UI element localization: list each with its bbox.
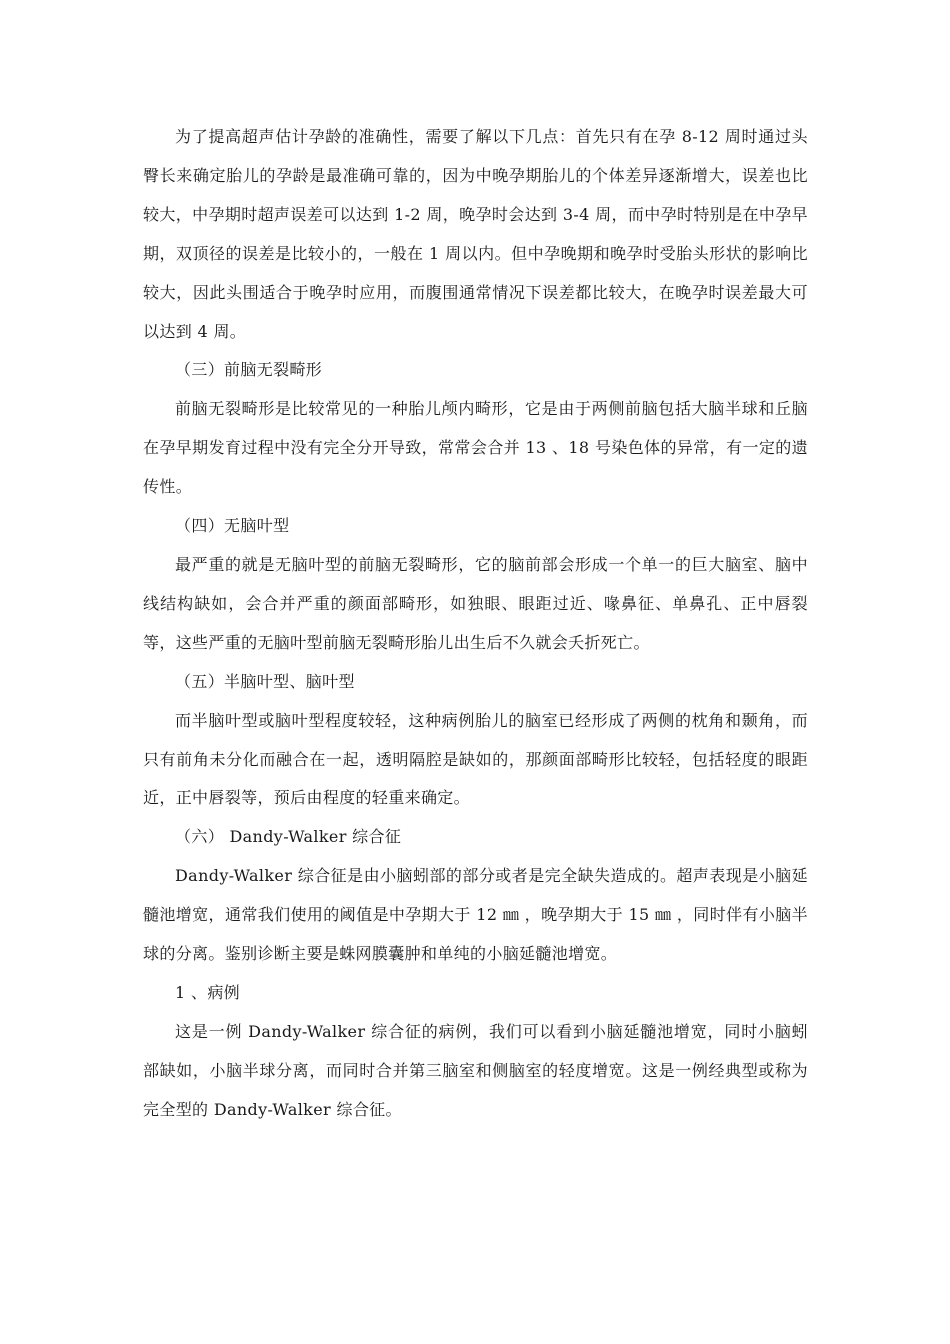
section-heading-semilobar-lobar: （五）半脑叶型、脑叶型 (175, 671, 355, 691)
paragraph-alobar: 最严重的就是无脑叶型的前脑无裂畸形，它的脑前部会形成一个单一的巨大脑室、脑中线结构缺如，会合并严重的颜面部畸形，如独眼、眼距过近、喙鼻征、单鼻孔、正中唇裂等，这些严重的无脑叶型前脑无裂畸形胎儿出生后不久就会夭折死亡。 (143, 554, 808, 652)
section-heading-dandy-walker: （六） Dandy-Walker 综合征 (175, 827, 402, 847)
paragraph-dandy-walker: Dandy-Walker 综合征是由小脑蚓部的部分或者是完全缺失造成的。超声表现是小脑延髓池增宽，通常我们使用的阈值是中孕期大于 12 ㎜ ，晚孕期大于 15 ㎜ ，同时伴有小脑半球的分离。鉴别诊断主要是蛛网膜囊肿和单纯的小脑延髓池增宽。 (143, 866, 808, 964)
document-page (143, 118, 808, 1130)
paragraph-case: 这是一例 Dandy-Walker 综合征的病例，我们可以看到小脑延髓池增宽，同时小脑蚓部缺如，小脑半球分离，而同时合并第三脑室和侧脑室的轻度增宽。这是一例经典型或称为完全型的 Dandy-Walker 综合征。 (143, 1021, 808, 1119)
section-heading-holoprosencephaly: （三）前脑无裂畸形 (175, 360, 323, 380)
section-heading-case: 1 、病例 (175, 982, 241, 1002)
paragraph-semilobar-lobar: 而半脑叶型或脑叶型程度较轻，这种病例胎儿的脑室已经形成了两侧的枕角和颞角，而只有前角未分化而融合在一起，透明隔腔是缺如的，那颜面部畸形比较轻，包括轻度的眼距近，正中唇裂等，预后由程度的轻重来确定。 (143, 710, 808, 808)
section-heading-alobar: （四）无脑叶型 (175, 516, 290, 536)
paragraph-holoprosencephaly: 前脑无裂畸形是比较常见的一种胎儿颅内畸形，它是由于两侧前脑包括大脑半球和丘脑在孕早期发育过程中没有完全分开导致，常常会合并 13 、18 号染色体的异常，有一定的遗传性。 (143, 399, 808, 497)
paragraph-gestational-age-accuracy: 为了提高超声估计孕龄的准确性，需要了解以下几点：首先只有在孕 8-12 周时通过头臀长来确定胎儿的孕龄是最准确可靠的，因为中晚孕期胎儿的个体差异逐渐增大，误差也比较大，中孕期时超声误差可以达到 1-2 周，晚孕时会达到 3-4 周，而中孕时特别是在中孕早期，双顶径的误差是比较小的，一般在 1 周以内。但中孕晚期和晚孕时受胎头形状的影响比较大，因此头围适合于晚孕时应用，而腹围通常情况下误差都比较大，在晚孕时误差最大可以达到 4 周。 (143, 127, 808, 341)
